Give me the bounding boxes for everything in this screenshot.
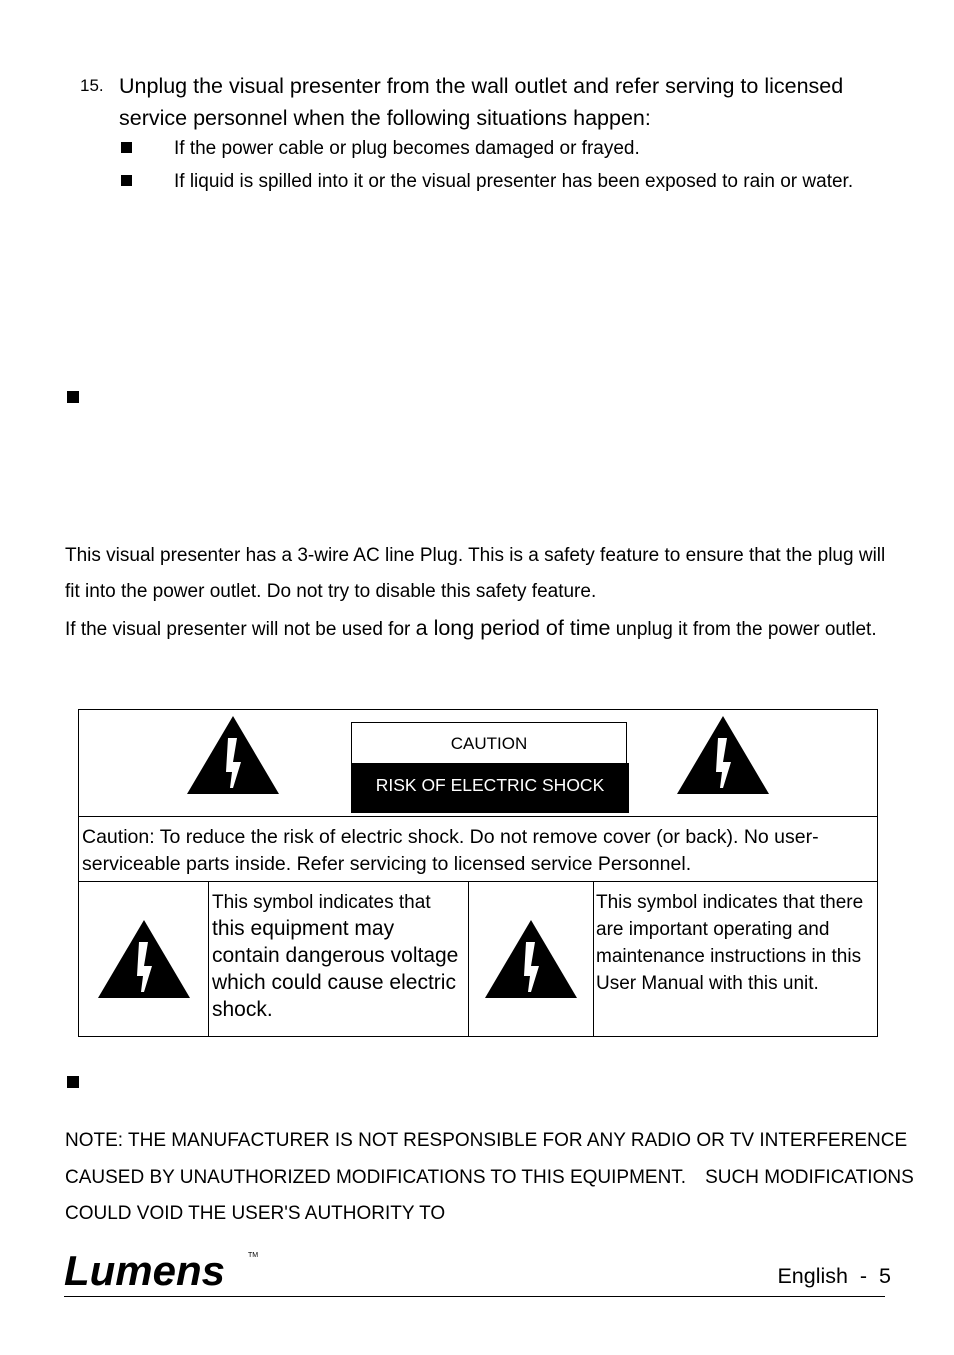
lightning-warning-icon <box>187 716 279 794</box>
lightning-warning-icon <box>98 920 190 998</box>
caution-header-cell <box>79 710 878 817</box>
bullet-list <box>120 133 880 198</box>
lumens-logo: Lumens <box>64 1247 226 1294</box>
power-para-1: This visual presenter has a 3-wire AC line Plug. This is a safety feature to ensure that the plug will fit into the power outlet. Do not try to disable this safety feature. <box>65 545 886 602</box>
risk-of-shock-label: RISK OF ELECTRIC SHOCK <box>351 763 629 813</box>
caution-table <box>78 709 878 1037</box>
bullet-text: If liquid is spilled into it or the visual presenter has been exposed to rain or water. <box>174 170 854 192</box>
power-para-2: If the visual presenter will not be used for a long period of time unplug it from the power outlet. <box>65 616 877 640</box>
section-marker-icon <box>67 391 79 403</box>
bullet-item <box>120 133 880 166</box>
symbol-icon-cell <box>469 882 594 1037</box>
symbol-description: This symbol indicates that this equipment may contain dangerous voltage which could cause electric shock. <box>209 882 469 1037</box>
bullet-item <box>120 166 880 199</box>
trademark-mark: TM <box>248 1252 259 1259</box>
section-marker-icon <box>67 1076 79 1088</box>
symbol-description: This symbol indicates that there are important operating and maintenance instructions in this User Manual with this unit. <box>594 882 878 1037</box>
fcc-note: NOTE: THE MANUFACTURER IS NOT RESPONSIBLE FOR ANY RADIO OR TV INTERFERENCE CAUSED BY UNAUTHORIZED MODIFICATIONS TO THIS EQUIPMENT. SUCH MODIFICATIONS COULD VOID THE USER'S AUTHORITY TO <box>65 1130 914 1224</box>
item-number: 15. <box>80 76 104 95</box>
item-text: Unplug the visual presenter from the wall outlet and refer serving to licensed service personnel when the following situations happen: <box>119 74 844 130</box>
caution-label: CAUTION <box>351 722 627 763</box>
square-bullet-icon <box>121 175 132 186</box>
square-bullet-icon <box>121 142 132 153</box>
lightning-warning-icon <box>485 920 577 998</box>
power-paragraph <box>65 538 895 648</box>
lightning-warning-icon <box>677 716 769 794</box>
bullet-text: If the power cable or plug becomes damaged or frayed. <box>174 138 640 159</box>
caution-text: Caution: To reduce the risk of electric shock. Do not remove cover (or back). No user-serviceable parts inside. Refer servicing to licensed service Personnel. <box>79 817 878 882</box>
symbol-icon-cell <box>79 882 209 1037</box>
page-number: English - 5 <box>777 1264 891 1288</box>
footer-divider <box>64 1296 885 1297</box>
